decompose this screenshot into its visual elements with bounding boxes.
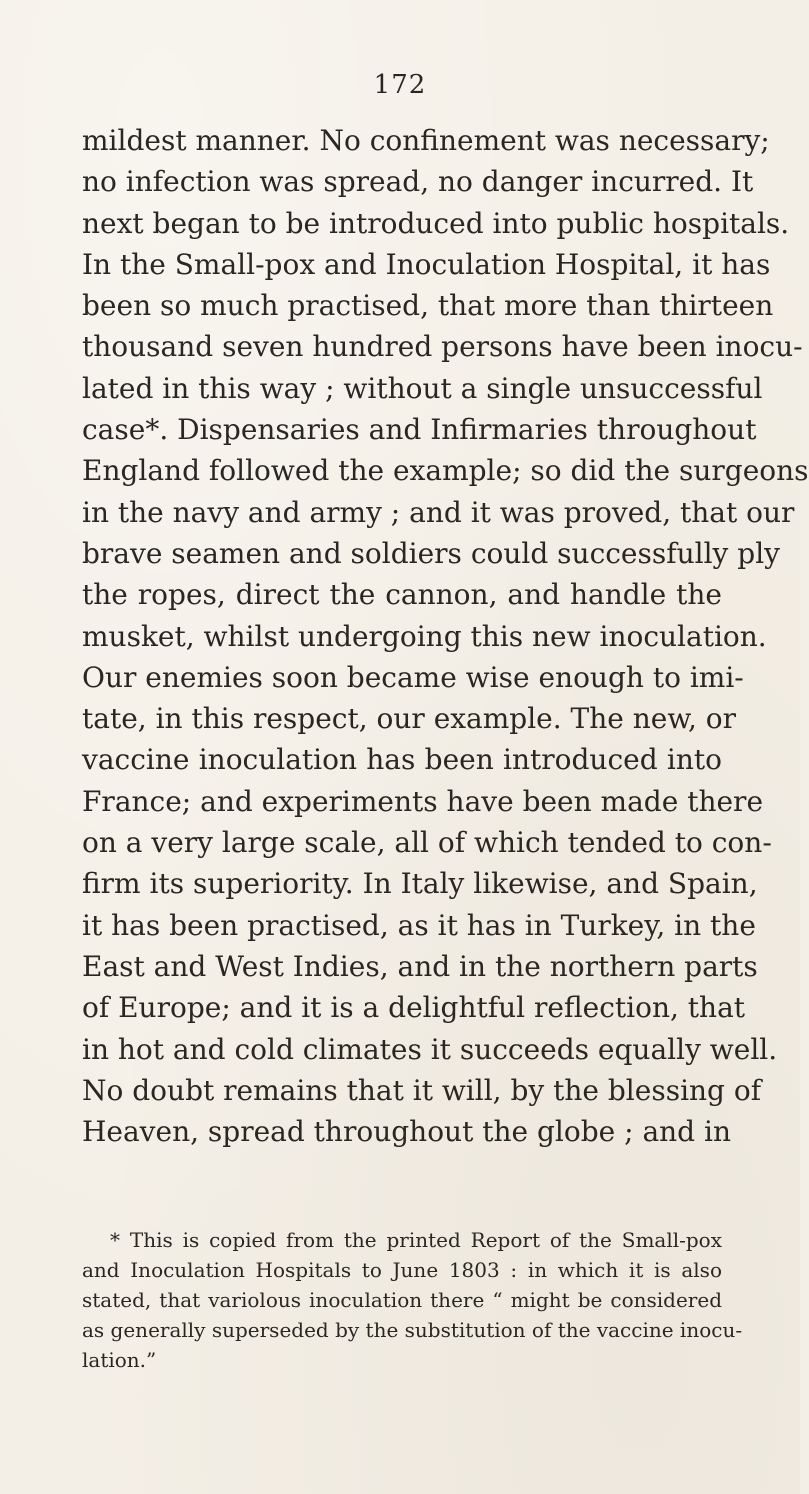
text-line: case*. Dispensaries and Infirmaries throughout — [82, 413, 757, 447]
text-line: England followed the example; so did the surgeons — [82, 454, 809, 488]
footnote-line: * This is copied from the printed Report of the Small-pox — [110, 1228, 722, 1252]
text-line: tate, in this respect, our example. The new, or — [82, 702, 737, 736]
footnote — [82, 1225, 743, 1375]
text-line: East and West Indies, and in the northern parts — [82, 949, 758, 983]
text-line: lated in this way ; without a single unsuccessful — [82, 371, 763, 405]
text-line: next began to be introduced into public hospitals. — [82, 206, 790, 240]
text-line: Our enemies soon became wise enough to imi- — [82, 660, 744, 694]
text-line: mildest manner. No confinement was necessary; — [82, 124, 770, 157]
text-line: musket, whilst undergoing this new inoculation. — [82, 619, 767, 653]
text-line: been so much practised, that more than thirteen — [82, 289, 774, 323]
footnote-line: lation.” — [82, 1348, 157, 1372]
text-line: firm its superiority. In Italy likewise, and Spain, — [82, 867, 758, 901]
text-line: no infection was spread, no danger incurred. It — [82, 165, 754, 199]
text-line: vaccine inoculation has been introduced into — [82, 743, 722, 777]
body-text — [82, 120, 809, 1152]
text-line: it has been practised, as it has in Turkey, in the — [82, 908, 756, 942]
text-line: in hot and cold climates it succeeds equally well. — [82, 1032, 778, 1066]
footnote-line: stated, that variolous inoculation there “ might be considered — [82, 1288, 722, 1312]
text-line: on a very large scale, all of which tended to con- — [82, 826, 772, 860]
text-line: France; and experiments have been made there — [82, 784, 764, 818]
text-line: In the Small-pox and Inoculation Hospital, it has — [82, 247, 771, 281]
text-line: thousand seven hundred persons have been inocu- — [82, 330, 803, 364]
text-line: in the navy and army ; and it was proved, that our — [82, 495, 795, 529]
page-number: 172 — [373, 70, 427, 100]
text-line: No doubt remains that it will, by the blessing of — [82, 1073, 762, 1107]
footnote-line: and Inoculation Hospitals to June 1803 : in which it is also — [82, 1258, 722, 1282]
text-line: of Europe; and it is a delightful reflection, that — [82, 991, 746, 1025]
text-line: brave seamen and soldiers could successfully ply — [82, 536, 780, 570]
text-line: Heaven, spread throughout the globe ; and in — [82, 1115, 731, 1149]
text-line: the ropes, direct the cannon, and handle the — [82, 578, 722, 612]
footnote-line: as generally superseded by the substitution of the vaccine inocu- — [82, 1318, 743, 1342]
